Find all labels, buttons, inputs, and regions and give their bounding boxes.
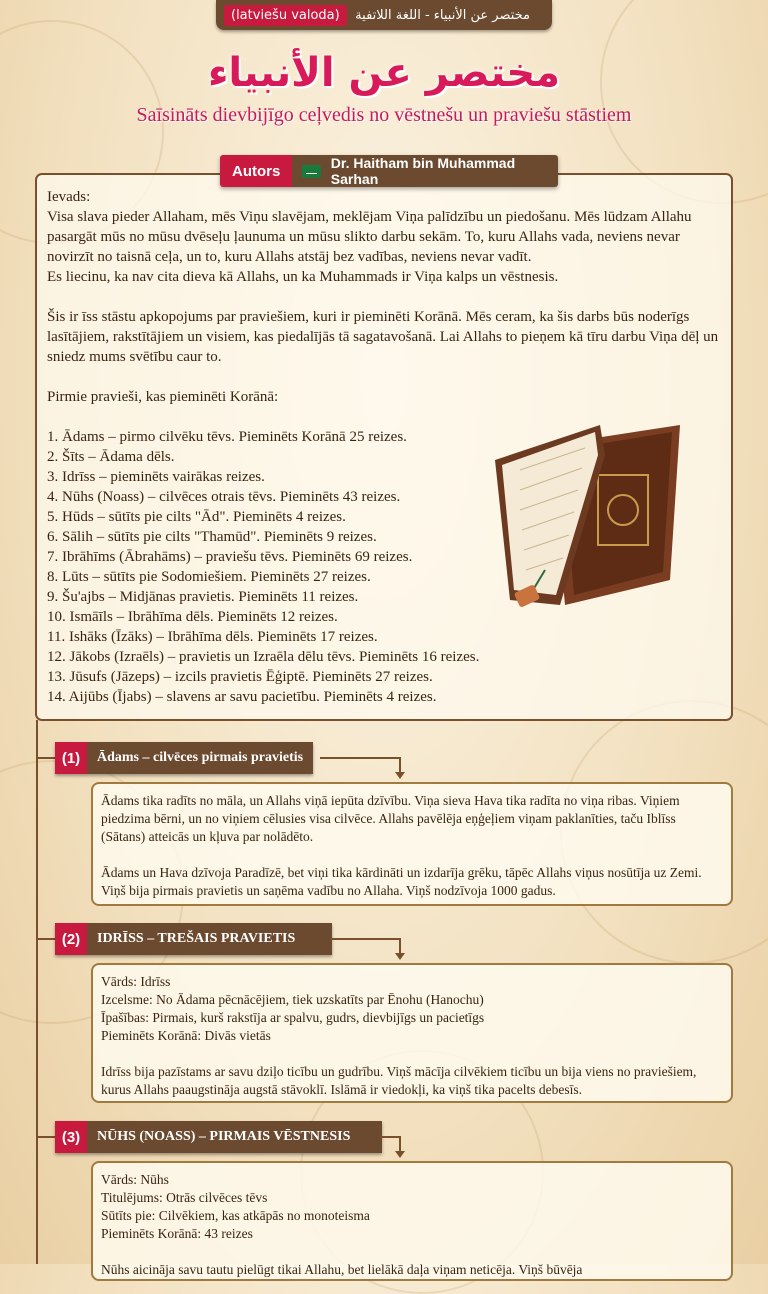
info-line-mentions: Pieminēts Korānā: 43 reizes [101,1226,253,1241]
prophets-list-heading: Pirmie pravieši, kas pieminēti Korānā: [47,389,279,405]
list-item: 14. Aijūbs (Ījabs) – slavens ar savu pacietību. Pieminēts 4 reizes. [47,689,437,705]
intro-heading: Ievads: [47,189,91,205]
section-title: NŪHS (NOASS) – PIRMAIS VĒSTNESIS [87,1121,382,1153]
list-item: 1. Ādams – pirmo cilvēku tēvs. Pieminēts Korānā 25 reizes. [47,429,407,445]
page-subtitle: Saīsināts dievbijīgo ceļvedis no vēstnešu un praviešu stāstiem [136,104,632,126]
list-item: 5. Hūds – sūtīts pie cilts "Ād". Pieminēts 4 reizes. [47,509,346,525]
info-line-title: Titulējums: Otrās cilvēces tēvs [101,1190,268,1205]
list-item: 11. Ishāks (Īzāks) – Ibrāhīma dēls. Pieminēts 17 reizes. [47,629,378,645]
arrow-down-icon [395,953,405,960]
intro-testimony: Es liecinu, ka nav cita dieva kā Allahs, un ka Muhammads ir Viņa kalps un vēstnesis. [47,269,559,285]
section-box-nuhs [91,1161,733,1281]
list-item: 3. Idrīss – pieminēts vairākas reizes. [47,469,265,485]
timeline-line [36,720,38,1264]
connector-line [399,757,401,773]
connector-line [330,938,400,940]
book-illustration [490,420,690,620]
info-line-mentions: Pieminēts Korānā: Divās vietās [101,1028,271,1043]
info-line-origin: Izcelsme: No Ādama pēcnācējiem, tiek uzskatīts par Ēnohu (Hanochu) [101,992,484,1007]
list-item: 2. Šīts – Ādama dēls. [47,449,175,465]
list-item: 6. Sālih – sūtīts pie cilts "Thamūd". Pieminēts 9 reizes. [47,529,377,545]
list-item: 10. Ismāīls – Ibrāhīma dēls. Pieminēts 12 reizes. [47,609,338,625]
timeline-connector [36,1136,56,1138]
intro-paragraph: Visa slava pieder Allaham, mēs Viņu slavējam, meklējam Viņa palīdzību un piedošanu. Mēs lūdzam Allahu pasargāt mūs no mūsu dvēseļu ļaunuma un mūsu slikto darbu sekām. To, kuru Allahs vada, neviens nevar novirzīt no taisnā ceļa, un to, kuru Allahs atstāj bez vadības, neviens nevar vadīt. [47,209,692,265]
author-bar [220,155,558,187]
info-line-traits: Īpašības: Pirmais, kurš rakstīja ar spalvu, gudrs, dievbijīgs un pacietīgs [101,1010,485,1025]
section-paragraph: Idrīss bija pazīstams ar savu dziļo ticību un gudrību. Viņš mācīja cilvēkiem ticību un bija viens no praviešiem, kurus Allahs paaugstināja augstā stāvoklī. Islāmā ir viedokļi, ka viņš tika pacelts debesīs. [101,1064,697,1097]
section-paragraph: Ādams tika radīts no māla, un Allahs viņā iepūta dzīvību. Viņa sieva Hava tika radīta no viņa ribas. Viņiem piedzima bērni, un no viņiem cēlusies visa cilvēce. Allahs pavēlēja eņģeļiem viņam paklanīties, taču Iblīss (Sātans) atteicās un kļuva par nolādēto. [101,793,680,844]
list-item: 13. Jūsufs (Jāzeps) – izcils pravietis Ēģiptē. Pieminēts 27 reizes. [47,669,433,685]
info-line-name: Vārds: Idrīss [101,974,171,989]
author-name-box [292,155,558,187]
section-number: (2) [55,923,87,955]
list-item: 12. Jākobs (Izraēls) – pravietis un Izraēla dēlu tēvs. Pieminēts 16 reizes. [47,649,480,665]
info-line-name: Vārds: Nūhs [101,1172,169,1187]
section-header-nuhs [55,1121,382,1153]
connector-line [380,1136,400,1138]
page-title-arabic: مختصر عن الأنبياء [207,50,561,96]
language-badge[interactable]: (latviešu valoda) [224,5,347,26]
timeline-connector [36,938,56,940]
arrow-down-icon [395,1151,405,1158]
list-item: 9. Šu'ajbs – Midjānas pravietis. Pieminēts 11 reizes. [47,589,359,605]
top-tab-arabic-title: مختصر عن الأنبياء - اللغة اللاتفية [355,7,530,23]
section-paragraph: Nūhs aicināja savu tautu pielūgt tikai Allahu, bet lielākā daļa viņam neticēja. Viņš būvēja [101,1262,583,1277]
list-item: 4. Nūhs (Noass) – cilvēces otrais tēvs. Pieminēts 43 reizes. [47,489,401,505]
section-number: (1) [55,742,87,774]
timeline-connector [36,757,56,759]
section-paragraph: Ādams un Hava dzīvoja Paradīzē, bet viņi tika kārdināti un izdarīja grēku, tāpēc Allahs viņus nosūtīja uz Zemi. Viņš bija pirmais pravietis un saņēma vadību no Allaha. Viņš nodzīvoja 1000 gadus. [101,865,702,898]
connector-line [320,757,400,759]
arrow-down-icon [395,772,405,779]
saudi-flag-icon [302,165,320,178]
section-box-adams [91,782,733,906]
info-line-sent-to: Sūtīts pie: Cilvēkiem, kas atkāpās no monoteisma [101,1208,370,1223]
section-number: (3) [55,1121,87,1153]
list-item: 7. Ibrāhīms (Ābrahāms) – praviešu tēvs. Pieminēts 69 reizes. [47,549,413,565]
section-header-idriss [55,923,332,955]
intro-paragraph: Šis ir īss stāstu apkopojums par praviešiem, kuri ir pieminēti Korānā. Mēs ceram, ka šis darbs būs noderīgs lasītājiem, rakstītājiem un visiem, kas piedalījās tā sagatavošanā. Lai Allahs to pieņem kā tīru darbu Viņa dēļ un sniedz mums svētību caur to. [47,309,719,365]
author-name: Dr. Haitham bin Muhammad Sarhan [330,155,516,187]
section-title: IDRĪSS – TREŠAIS PRAVIETIS [87,923,332,955]
connector-line [399,1136,401,1152]
section-header-adams [55,742,313,774]
connector-line [399,938,401,954]
section-title: Ādams – cilvēces pirmais pravietis [87,742,313,774]
list-item: 8. Lūts – sūtīts pie Sodomiešiem. Pieminēts 27 reizes. [47,569,371,585]
author-label: Autors [220,155,292,187]
top-tab [216,0,552,30]
section-box-idriss [91,963,733,1103]
